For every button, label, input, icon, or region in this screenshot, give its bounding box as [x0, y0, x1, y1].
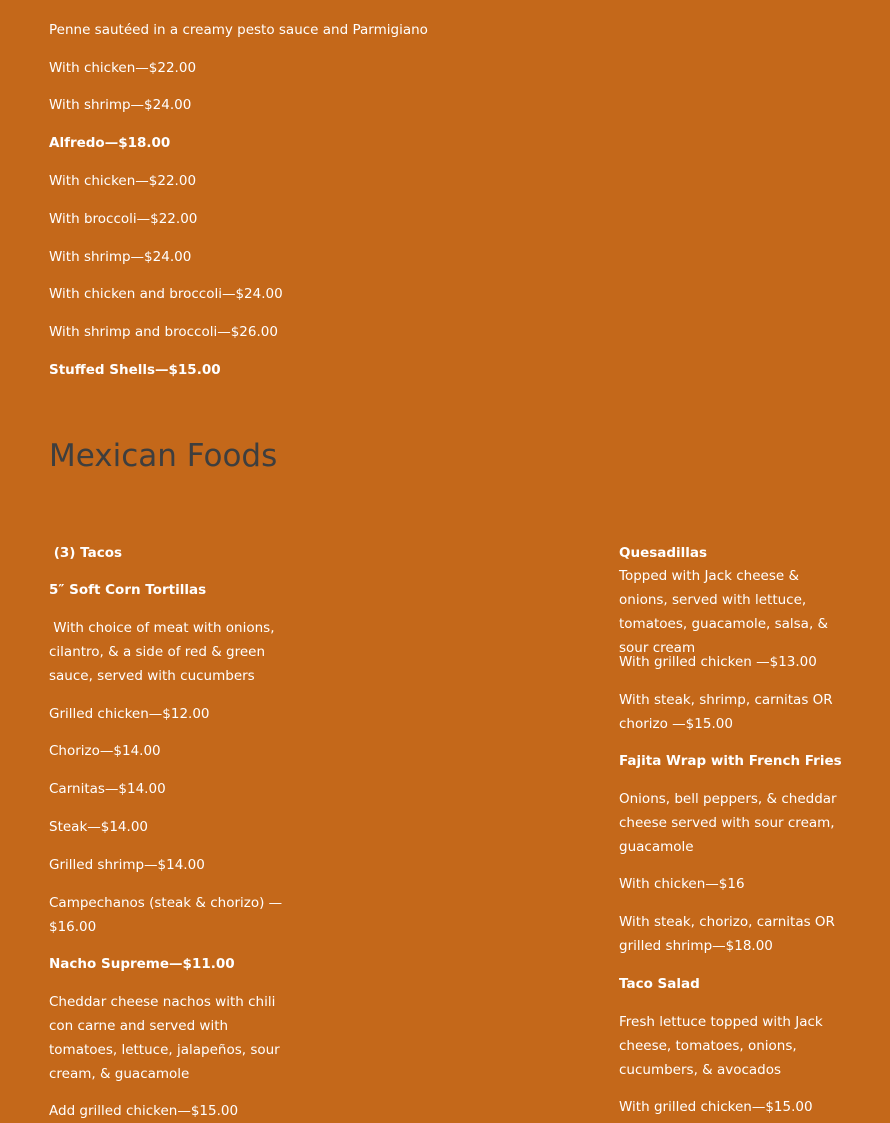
pesto-chicken-price: With chicken—$22.00 [49, 60, 197, 76]
alfredo-shrimp-broccoli-price: With shrimp and broccoli—$26.00 [49, 324, 278, 340]
nacho-supreme-description: Cheddar cheese nachos with chili con carne and served with tomatoes, lettuce, jalapeños, sour cream, & guacamole [49, 994, 280, 1082]
taco-salad-chicken-price: With grilled chicken—$15.00 [619, 1099, 813, 1115]
quesadillas-steak-price: With steak, shrimp, carnitas OR chorizo —$15.00 [619, 692, 833, 732]
tacos-steak: Steak—$14.00 [49, 819, 148, 835]
fajita-wrap-title: Fajita Wrap with French Fries [619, 753, 842, 769]
tacos-carnitas: Carnitas—$14.00 [49, 781, 166, 797]
tacos-grilled-chicken: Grilled chicken—$12.00 [49, 706, 210, 722]
alfredo-title: Alfredo—$18.00 [49, 135, 171, 151]
tacos-description: With choice of meat with onions, cilantro, & a side of red & green sauce, served with cucumbers [49, 620, 279, 684]
tacos-subtitle: 5″ Soft Corn Tortillas [49, 582, 207, 598]
quesadillas-chicken-price: With grilled chicken —$13.00 [619, 654, 817, 670]
fajita-chicken-price: With chicken—$16 [619, 876, 745, 892]
stuffed-shells-title: Stuffed Shells—$15.00 [49, 362, 221, 378]
nacho-add-chicken: Add grilled chicken—$15.00 [49, 1103, 239, 1119]
fajita-steak-price: With steak, chorizo, carnitas OR grilled shrimp—$18.00 [619, 914, 835, 954]
nacho-supreme-title: Nacho Supreme—$11.00 [49, 956, 235, 972]
tacos-grilled-shrimp: Grilled shrimp—$14.00 [49, 857, 205, 873]
alfredo-chicken-broccoli-price: With chicken and broccoli—$24.00 [49, 286, 283, 302]
quesadillas-title: Quesadillas [619, 545, 708, 561]
tacos-chorizo: Chorizo—$14.00 [49, 743, 161, 759]
fajita-wrap-description: Onions, bell peppers, & cheddar cheese served with sour cream, guacamole [619, 791, 837, 855]
alfredo-broccoli-price: With broccoli—$22.00 [49, 211, 198, 227]
quesadillas-description: Topped with Jack cheese & onions, served with lettuce, tomatoes, guacamole, salsa, & sour cream [619, 568, 829, 656]
pesto-shrimp-price: With shrimp—$24.00 [49, 97, 192, 113]
tacos-campechanos: Campechanos (steak & chorizo) —$16.00 [49, 895, 283, 935]
pesto-description: Penne sautéed in a creamy pesto sauce and Parmigiano [49, 22, 428, 38]
taco-salad-description: Fresh lettuce topped with Jack cheese, tomatoes, onions, cucumbers, & avocados [619, 1014, 823, 1078]
taco-salad-title: Taco Salad [619, 976, 700, 992]
section-title: Mexican Foods [49, 438, 278, 474]
tacos-title: (3) Tacos [49, 545, 123, 561]
alfredo-shrimp-price: With shrimp—$24.00 [49, 249, 192, 265]
alfredo-chicken-price: With chicken—$22.00 [49, 173, 197, 189]
